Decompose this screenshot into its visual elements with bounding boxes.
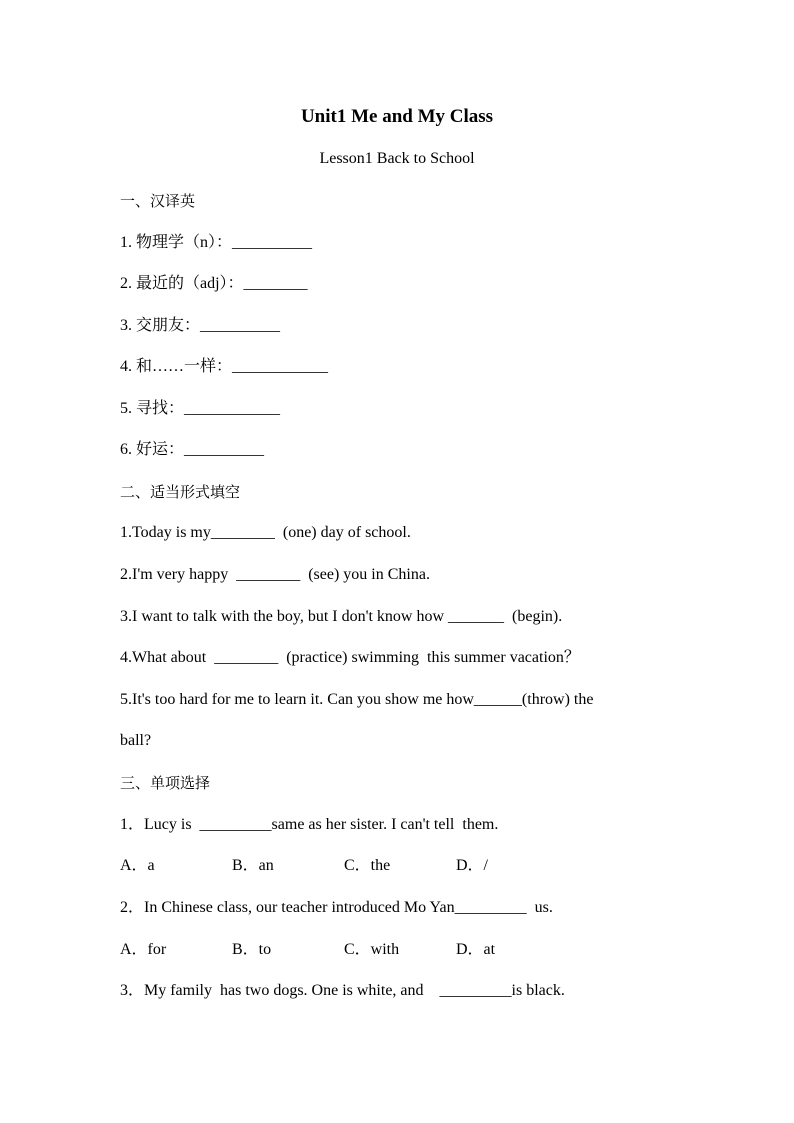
choice-2-option-a: A．for — [120, 941, 167, 958]
fill-in-item-2: 2.I'm very happy ________ (see) you in China. — [120, 566, 430, 583]
fill-in-item-5: 5.It's too hard for me to learn it. Can you show me how______(throw) the — [120, 691, 594, 708]
section-heading-translation: 一、汉译英 — [120, 192, 196, 210]
lesson-subtitle: Lesson1 Back to School — [319, 150, 475, 167]
translation-item-3: 3. 交朋友：__________ — [120, 317, 281, 334]
section-heading-fill-in: 二、适当形式填空 — [120, 483, 241, 501]
choice-2-option-c: C．with — [344, 941, 400, 958]
choice-question-2: 2．In Chinese class, our teacher introduced Mo Yan_________ us. — [120, 899, 553, 916]
choice-1-option-d: D．/ — [456, 857, 489, 874]
choice-2-option-b: B．to — [232, 941, 272, 958]
choice-1-option-c: C．the — [344, 857, 391, 874]
fill-in-item-4: 4.What about ________ (practice) swimming this summer vacation？ — [120, 649, 580, 666]
fill-in-item-5-continued: ball? — [120, 732, 152, 749]
fill-in-item-1: 1.Today is my________ (one) day of school. — [120, 524, 411, 541]
section-heading-multiple-choice: 三、单项选择 — [120, 774, 211, 792]
translation-item-1: 1. 物理学（n）：__________ — [120, 234, 313, 251]
choice-2-option-d: D．at — [456, 941, 496, 958]
choice-question-3: 3．My family has two dogs. One is white, and _________is black. — [120, 982, 565, 999]
fill-in-item-3: 3.I want to talk with the boy, but I don't know how _______ (begin). — [120, 608, 563, 625]
choice-question-1: 1．Lucy is _________same as her sister. I can't tell them. — [120, 816, 499, 833]
page-title: Unit1 Me and My Class — [300, 106, 494, 127]
translation-item-6: 6. 好运：__________ — [120, 441, 265, 458]
translation-item-2: 2. 最近的（adj）：________ — [120, 275, 308, 292]
choice-1-option-b: B．an — [232, 857, 274, 874]
choice-1-option-a: A．a — [120, 857, 155, 874]
translation-item-4: 4. 和……一样：____________ — [120, 358, 329, 375]
translation-item-5: 5. 寻找：____________ — [120, 400, 281, 417]
